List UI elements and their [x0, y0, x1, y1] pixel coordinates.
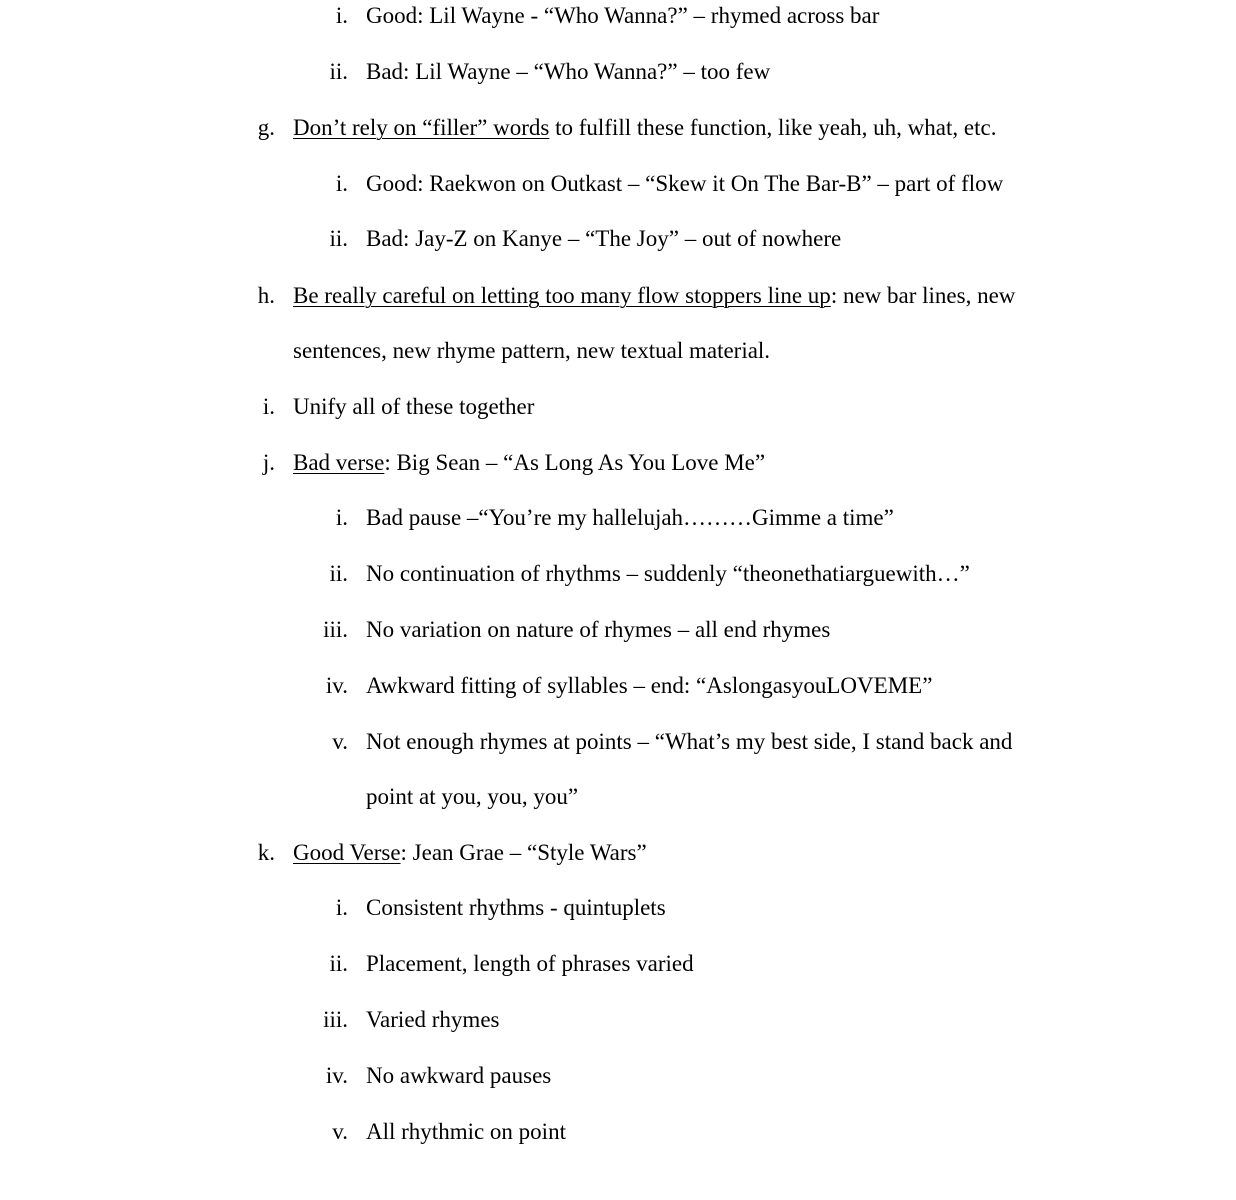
list-item-continuation: point at you, you, you” [366, 784, 579, 809]
list-item [293, 113, 996, 143]
list-marker: ii. [329, 59, 348, 84]
underlined-heading: Don’t rely on “filler” words [293, 115, 550, 140]
list-item-text: Good: Raekwon on Outkast – “Skew it On The Bar-B” – part of flow [366, 171, 1004, 196]
underlined-heading: Be really careful on letting too many flow stoppers line up [293, 283, 831, 308]
list-marker: g. [257, 115, 275, 140]
list-item-text: : new bar lines, new [830, 283, 1016, 308]
underlined-heading: Bad verse [293, 450, 385, 475]
list-item-text: Good: Lil Wayne - “Who Wanna?” – rhymed across bar [366, 3, 880, 28]
list-item [293, 448, 765, 478]
list-item-text: Varied rhymes [366, 1007, 500, 1032]
list-item [293, 838, 647, 868]
list-item-text: : Jean Grae – “Style Wars” [400, 840, 647, 865]
list-item-text: No variation on nature of rhymes – all end rhymes [366, 617, 831, 642]
list-marker: j. [262, 450, 275, 475]
list-item-continuation: sentences, new rhyme pattern, new textual material. [293, 338, 771, 363]
list-item [293, 281, 1015, 311]
list-item-text: Placement, length of phrases varied [366, 951, 694, 976]
list-marker: i. [335, 895, 348, 920]
list-marker: v. [332, 1119, 348, 1144]
list-marker: k. [257, 840, 275, 865]
list-marker: i. [335, 3, 348, 28]
underlined-heading: Good Verse [293, 840, 401, 865]
list-marker: ii. [329, 226, 348, 251]
list-item-text: All rhythmic on point [366, 1119, 566, 1144]
list-item-text: Not enough rhymes at points – “What’s my best side, I stand back and [366, 729, 1013, 754]
list-marker: i. [335, 171, 348, 196]
list-item-text: No continuation of rhythms – suddenly “theonethatiarguewith…” [366, 561, 970, 586]
list-item-text: : Big Sean – “As Long As You Love Me” [384, 450, 766, 475]
list-marker: iv. [325, 1063, 348, 1088]
list-item-text: No awkward pauses [366, 1063, 552, 1088]
list-marker: iii. [323, 1007, 348, 1032]
list-item-text: Consistent rhythms - quintuplets [366, 895, 666, 920]
list-marker: iv. [325, 673, 348, 698]
list-item-text: Bad pause –“You’re my hallelujah………Gimme a time” [366, 505, 894, 530]
list-marker: i. [262, 394, 275, 419]
list-marker: ii. [329, 561, 348, 586]
list-marker: v. [332, 729, 348, 754]
list-item-text: Awkward fitting of syllables – end: “AslongasyouLOVEME” [366, 673, 933, 698]
list-marker: iii. [323, 617, 348, 642]
list-item-text: Unify all of these together [293, 394, 535, 419]
list-item-text: Bad: Jay-Z on Kanye – “The Joy” – out of nowhere [366, 226, 842, 251]
list-item-text: to fulfill these function, like yeah, uh, what, etc. [549, 115, 997, 140]
list-marker: ii. [329, 951, 348, 976]
list-marker: h. [257, 283, 275, 308]
list-marker: i. [335, 505, 348, 530]
list-item-text: Bad: Lil Wayne – “Who Wanna?” – too few [366, 59, 771, 84]
